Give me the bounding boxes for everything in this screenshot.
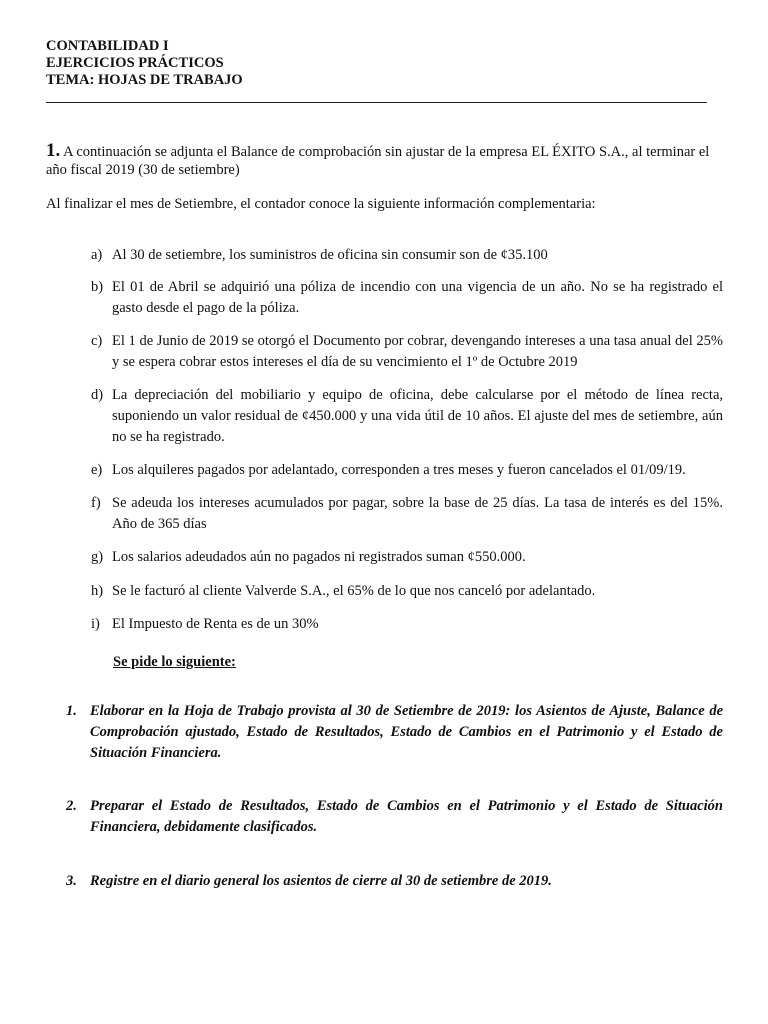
- list-item: [91, 460, 723, 481]
- list-item-text: El Impuesto de Renta es de un 30%: [112, 616, 319, 632]
- list-item-label: a): [91, 247, 103, 263]
- list-item: [91, 547, 723, 568]
- list-item-label: b): [91, 279, 104, 295]
- list-item-label: e): [91, 462, 103, 478]
- list-item-label: i): [91, 616, 100, 632]
- list-item-text: Se adeuda los intereses acumulados por pagar, sobre la base de 25 días. La tasa de interés es del 15%. Año de 365 días: [112, 495, 723, 532]
- list-item-label: f): [91, 495, 101, 511]
- exercise-number: 1.: [46, 140, 61, 161]
- requirement-number: 3.: [66, 873, 77, 889]
- requirements-heading: Se pide lo siguiente:: [113, 654, 236, 670]
- course-title: CONTABILIDAD I: [46, 38, 169, 54]
- requirement-item: [66, 796, 723, 838]
- list-item: [91, 245, 723, 266]
- list-item-text: El 01 de Abril se adquirió una póliza de incendio con una vigencia de un año. No se ha registrado el gasto desde el pago de la póliza.: [112, 279, 723, 316]
- list-item: [91, 277, 723, 319]
- requirement-number: 1.: [66, 703, 77, 719]
- requirement-item: [66, 701, 723, 764]
- list-item-label: d): [91, 387, 104, 403]
- list-item-text: Se le facturó al cliente Valverde S.A., el 65% de lo que nos canceló por adelantado.: [112, 583, 596, 599]
- complementary-info-text: Al finalizar el mes de Setiembre, el contador conoce la siguiente información complementaria:: [46, 196, 596, 212]
- list-item: [91, 614, 723, 635]
- list-item: [91, 385, 723, 448]
- list-item-text: Al 30 de setiembre, los suministros de oficina sin consumir son de ¢35.100: [112, 247, 548, 263]
- document-header: [46, 38, 243, 89]
- header-divider: [46, 102, 707, 103]
- list-item-text: El 1 de Junio de 2019 se otorgó el Documento por cobrar, devengando intereses a una tasa anual del 25% y se espera cobrar estos intereses el día de su vencimiento el 1º de Octubre 2019: [112, 333, 723, 370]
- list-item-text: Los alquileres pagados por adelantado, corresponden a tres meses y fueron cancelados el 01/09/19.: [112, 462, 686, 478]
- exercise-intro: [46, 142, 726, 179]
- list-item-label: h): [91, 583, 104, 599]
- exercise-intro-text: A continuación se adjunta el Balance de comprobación sin ajustar de la empresa EL ÉXITO S.A., al terminar el año fiscal 2019 (30 de setiembre): [46, 144, 710, 178]
- list-item: [91, 581, 723, 602]
- requirement-text: Registre en el diario general los asientos de cierre al 30 de setiembre de 2019.: [90, 873, 552, 889]
- requirement-text: Elaborar en la Hoja de Trabajo provista al 30 de Setiembre de 2019: los Asientos de Ajuste, Balance de Comprobación ajustado, Estado de Resultados, Estado de Cambios en el Patrimonio y el Estado de Situación Financiera.: [90, 703, 723, 761]
- requirement-text: Preparar el Estado de Resultados, Estado de Cambios en el Patrimonio y el Estado de Situación Financiera, debidamente clasificados.: [90, 798, 723, 835]
- list-item-label: g): [91, 549, 104, 565]
- topic-title: TEMA: HOJAS DE TRABAJO: [46, 72, 243, 88]
- list-item-text: La depreciación del mobiliario y equipo de oficina, debe calcularse por el método de línea recta, suponiendo un valor residual de ¢450.000 y una vida útil de 10 años. El ajuste del mes de setiembre, aún no se ha registrado.: [112, 387, 723, 445]
- list-item: [91, 493, 723, 535]
- requirement-number: 2.: [66, 798, 77, 814]
- exercise-type: EJERCICIOS PRÁCTICOS: [46, 55, 224, 71]
- list-item: [91, 331, 723, 373]
- list-item-label: c): [91, 333, 103, 349]
- requirement-item: [66, 871, 723, 892]
- list-item-text: Los salarios adeudados aún no pagados ni registrados suman ¢550.000.: [112, 549, 526, 565]
